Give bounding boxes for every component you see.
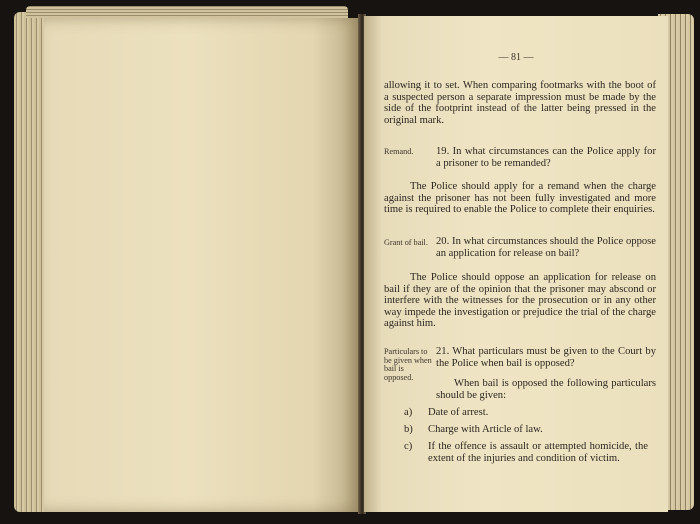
list-item-label: c) <box>404 441 413 452</box>
left-page-blank <box>44 18 360 512</box>
question-21: 21. What particulars must be given to the Court by the Police when bail is opposed? <box>436 346 656 369</box>
margin-note-remand: Remand. <box>384 147 414 156</box>
list-item-text: If the offence is assault or attempted homicide, the extent of the injuries and condition of victim. <box>428 441 648 464</box>
answer-19: The Police should apply for a remand when the charge against the prisoner has not been fully investigated and more time is required to enable the Police to complete their enquiries. <box>384 181 656 216</box>
open-book <box>14 6 696 518</box>
paragraph-footmarks: allowing it to set. When comparing footmarks with the boot of a suspected person a separate impression must be made by the side of the footprint instead of the latter being pressed in the original mark. <box>384 80 656 126</box>
list-item <box>404 407 656 419</box>
list-item-text: Date of arrest. <box>428 407 489 418</box>
margin-note-bail: Grant of bail. <box>384 238 428 247</box>
question-20: 20. In what circumstances should the Police oppose an application for release on bail? <box>436 236 656 259</box>
answer-20: The Police should oppose an application for release on bail if they are of the opinion that the prisoner may abscond or interfere with the witnesses for the prosecution or in any other way impede the investigation or prejudice the trial of the charge against him. <box>384 272 656 330</box>
list-item <box>404 441 656 464</box>
list-item-text: Charge with Article of law. <box>428 424 543 435</box>
answer-21: When bail is opposed the following particulars should be given: <box>436 378 656 401</box>
margin-note-particulars: Particulars to be given when bail is opposed. <box>384 347 432 382</box>
question-19: 19. In what circumstances can the Police apply for a prisoner to be remanded? <box>436 146 656 169</box>
right-page <box>364 16 668 512</box>
list-item-label: a) <box>404 407 413 418</box>
list-item-label: b) <box>404 424 413 435</box>
list-item <box>404 424 656 436</box>
top-page-edges <box>26 6 348 18</box>
page-number: — 81 — <box>498 52 534 63</box>
